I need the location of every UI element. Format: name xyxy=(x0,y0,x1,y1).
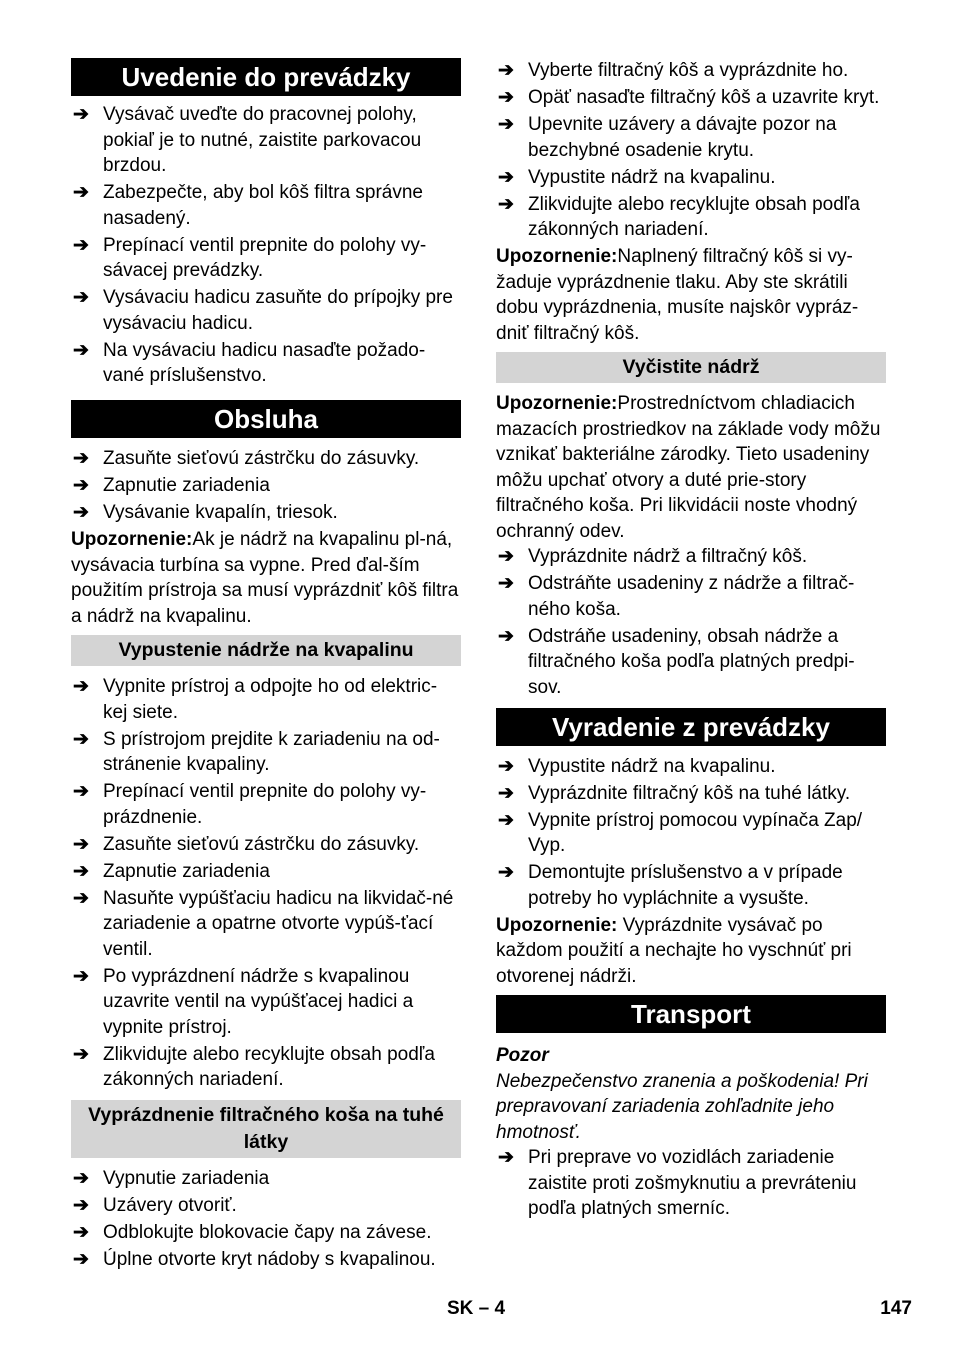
arrow-right-icon: ➔ xyxy=(498,809,514,831)
left-column xyxy=(71,58,461,1274)
arrow-right-icon: ➔ xyxy=(498,1147,514,1168)
list-item: ➔ Opäť nasaďte filtračný kôš a uzavrite kryt. xyxy=(496,85,886,111)
transport-steps xyxy=(496,1145,886,1222)
list-item: ➔ Na vysávaciu hadicu nasaďte požado-vané príslušenstvo. xyxy=(73,339,426,386)
list-item: ➔ Vysávanie kvapalín, triesok. xyxy=(71,500,461,526)
arrow-right-icon: ➔ xyxy=(73,860,89,882)
list-item: ➔ Zasuňte sieťovú zástrčku do zásuvky. xyxy=(71,832,461,858)
arrow-right-icon: ➔ xyxy=(498,166,514,188)
empty-filter-basket-steps xyxy=(71,1166,461,1273)
operation-steps xyxy=(71,446,461,526)
list-item: ➔ Demontujte príslušenstvo a v prípade potreby ho vypláchnite a vysušte. xyxy=(498,862,843,909)
list-item: ➔ Zapnutie zariadenia xyxy=(71,473,461,499)
section-title-operation: Obsluha xyxy=(71,400,461,438)
arrow-right-icon: ➔ xyxy=(73,182,89,203)
list-item: ➔ Vysávač uveďte do pracovnej polohy, pokiaľ je to nutné, zaistite parkovacou brzdou. xyxy=(73,104,422,176)
arrow-right-icon: ➔ xyxy=(73,234,89,256)
arrow-right-icon: ➔ xyxy=(73,339,89,361)
list-item: ➔ Vypnutie zariadenia xyxy=(71,1166,461,1192)
list-item: ➔ Prepínací ventil prepnite do polohy vy-prázdnenie. xyxy=(73,781,427,828)
arrow-right-icon: ➔ xyxy=(73,728,89,750)
list-item: ➔ Prepínací ventil prepnite do polohy vy-sávacej prevádzky. xyxy=(73,234,427,281)
decommissioning-steps xyxy=(496,754,886,912)
list-item: ➔ Zapnutie zariadenia xyxy=(71,859,461,885)
arrow-right-icon: ➔ xyxy=(498,573,514,594)
subsection-title-empty-filter-basket: Vyprázdnenie filtračného koša na tuhé látky xyxy=(71,1100,461,1158)
operation-note: Upozornenie:Ak je nádrž na kvapalinu pl-ná, vysávacia turbína sa vypne. Pred ďal-ším použitím prístroja sa musí vyprázdniť kôš filtra a nádrž na kvapalinu. xyxy=(71,529,459,627)
commissioning-steps xyxy=(71,102,461,389)
arrow-right-icon: ➔ xyxy=(73,1195,89,1216)
list-item: ➔ Odblokujte blokovacie čapy na závese. xyxy=(71,1220,461,1246)
list-item: ➔ Odstráňte usadeniny z nádrže a filtrač-ného koša. xyxy=(498,573,855,620)
list-item: ➔ Pri preprave vo vozidlách zariadenie zaistite proti zošmyknutiu a prevráteniu podľa platných smerníc. xyxy=(498,1147,857,1219)
arrow-right-icon: ➔ xyxy=(498,755,514,777)
filter-basket-continued-steps xyxy=(496,58,886,243)
arrow-right-icon: ➔ xyxy=(73,502,89,523)
list-item: ➔ Vysávaciu hadicu zasuňte do prípojky pre vysávaciu hadicu. xyxy=(73,287,453,334)
arrow-right-icon: ➔ xyxy=(498,87,514,108)
arrow-right-icon: ➔ xyxy=(498,862,514,883)
section-title-commissioning: Uvedenie do prevádzky xyxy=(71,58,461,96)
list-item: ➔ Zlikvidujte alebo recyklujte obsah podľa zákonných nariadení. xyxy=(73,1043,435,1090)
list-item: ➔ Upevnite uzávery a dávajte pozor na bezchybné osadenie krytu. xyxy=(498,114,837,161)
section-title-decommissioning: Vyradenie z prevádzky xyxy=(496,708,886,746)
list-item: ➔ Zabezpečte, aby bol kôš filtra správne nasadený. xyxy=(73,182,424,229)
arrow-right-icon: ➔ xyxy=(73,781,89,802)
arrow-right-icon: ➔ xyxy=(73,887,89,909)
right-column xyxy=(496,58,886,1223)
subsection-title-drain-tank: Vypustenie nádrže na kvapalinu xyxy=(71,635,461,666)
list-item: ➔ Po vyprázdnení nádrže s kvapalinou uzavrite ventil na vypúšťacej hadici a vypnite prístroj. xyxy=(73,965,414,1038)
clean-tank-note: Upozornenie:Prostredníctvom chladiacich mazacích prostriedkov na základe vody môžu vznikať bakteriálne zárodky. Tieto usadeniny môžu upchať otvory a duté prie-story filtračného koša. Pri likvidácii noste vhodný ochranný odev. xyxy=(496,393,881,542)
list-item: ➔ Vypustite nádrž na kvapalinu. xyxy=(496,165,886,191)
list-item: ➔ Vyberte filtračný kôš a vyprázdnite ho. xyxy=(496,58,886,84)
drain-tank-steps xyxy=(71,674,461,1093)
page-number: 147 xyxy=(880,1298,912,1319)
arrow-right-icon: ➔ xyxy=(498,114,514,135)
arrow-right-icon: ➔ xyxy=(73,833,89,855)
arrow-right-icon: ➔ xyxy=(498,625,514,647)
caution-label: Pozor xyxy=(496,1045,549,1066)
footer-language-page: SK – 4 xyxy=(447,1298,506,1319)
list-item: ➔ Vypnite prístroj pomocou vypínača Zap/ Vyp. xyxy=(498,809,863,856)
filter-basket-note: Upozornenie:Naplnený filtračný kôš si vy-žaduje vyprázdnenie tlaku. Aby ste skrátili dobu vyprázdnenia, musíte najskôr vypráz-dniť filtračný kôš. xyxy=(496,246,859,344)
arrow-right-icon: ➔ xyxy=(73,1043,89,1065)
list-item: ➔ Zlikvidujte alebo recyklujte obsah podľa zákonných nariadení. xyxy=(498,193,860,240)
clean-tank-steps xyxy=(496,544,886,700)
caution-text: Nebezpečenstvo zranenia a poškodenia! Pri prepravovaní zariadenia zohľadnite jeho hmotnosť. xyxy=(496,1070,868,1143)
arrow-right-icon: ➔ xyxy=(73,1222,89,1243)
decommissioning-note: Upozornenie: Vyprázdnite vysávač po každom použití a nechajte ho vyschnúť pri otvorenej nádrži. xyxy=(496,914,852,987)
list-item: ➔ Vypnite prístroj a odpojte ho od elektric-kej siete. xyxy=(73,676,438,723)
arrow-right-icon: ➔ xyxy=(73,965,89,987)
arrow-right-icon: ➔ xyxy=(73,104,89,125)
arrow-right-icon: ➔ xyxy=(73,287,89,308)
section-title-transport: Transport xyxy=(496,995,886,1033)
list-item: ➔ Zasuňte sieťovú zástrčku do zásuvky. xyxy=(71,446,461,472)
arrow-right-icon: ➔ xyxy=(498,782,514,804)
list-item: ➔ S prístrojom prejdite k zariadeniu na od-stránenie kvapaliny. xyxy=(73,728,440,775)
list-item: ➔ Odstráňe usadeniny, obsah nádrže a filtračného koša podľa platných predpi-sov. xyxy=(498,625,855,698)
list-item: ➔ Vyprázdnite filtračný kôš na tuhé látky. xyxy=(496,781,886,807)
list-item: ➔ Nasuňte vypúšťaciu hadicu na likvidač-né zariadenie a opatrne otvorte vypúš-ťací ventil. xyxy=(73,887,454,960)
subsection-title-clean-tank: Vyčistite nádrž xyxy=(496,352,886,383)
arrow-right-icon: ➔ xyxy=(73,676,89,697)
arrow-right-icon: ➔ xyxy=(73,475,89,496)
arrow-right-icon: ➔ xyxy=(73,448,89,469)
list-item: ➔ Vypustite nádrž na kvapalinu. xyxy=(496,754,886,780)
arrow-right-icon: ➔ xyxy=(73,1249,89,1270)
list-item: ➔ Uzávery otvoriť. xyxy=(71,1193,461,1219)
arrow-right-icon: ➔ xyxy=(498,60,514,81)
arrow-right-icon: ➔ xyxy=(73,1168,89,1189)
list-item: ➔ Úplne otvorte kryt nádoby s kvapalinou. xyxy=(71,1247,461,1273)
arrow-right-icon: ➔ xyxy=(498,546,514,567)
list-item: ➔ Vyprázdnite nádrž a filtračný kôš. xyxy=(496,544,886,570)
arrow-right-icon: ➔ xyxy=(498,193,514,215)
